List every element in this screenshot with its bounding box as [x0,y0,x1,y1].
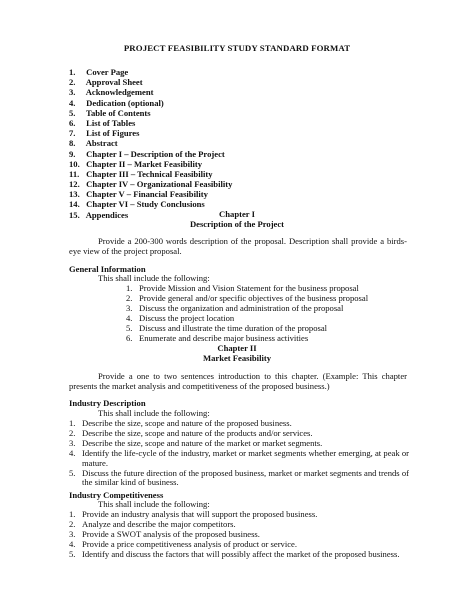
outline-item-label: Chapter III – Technical Feasibility [86,168,213,179]
chapter-2-subheading: Market Feasibility [202,353,272,363]
list-item-number: 2. [126,292,133,303]
list-item-number: 4. [69,447,76,458]
list-item-text: Describe the size, scope and nature of the products and/or services. [82,427,313,438]
outline-item [69,108,232,118]
outline-item-number: 6. [69,117,76,128]
list-item-number: 2. [69,518,76,529]
list-item-text: Identify and discuss the factors that will possibly affect the market of the proposed business. [82,548,400,559]
list-item-number: 1. [126,283,133,293]
chapter-2-heading: Chapter II [217,343,257,353]
list-item-number: 4. [69,538,76,549]
list-item-number: 5. [69,467,76,478]
list-item-number: 1. [69,509,76,519]
list-item [69,449,409,469]
list-item-text: Provide an industry analysis that will support the proposed business. [82,509,318,519]
list-item-text: Describe the size, scope and nature of the market or market segments. [82,437,323,448]
outline-item-label: Chapter I – Description of the Project [86,148,225,159]
outline-item-number: 8. [69,138,76,149]
list-item-text: Provide a price competitiveness analysis of product or service. [82,538,298,549]
list-item-number: 6. [126,332,133,343]
outline-item-label: Chapter II – Market Feasibility [86,158,203,169]
outline-item-label: Chapter VI – Study Conclusions [86,199,205,210]
list-item-number: 1. [69,418,76,428]
general-information-heading: General Information [69,264,146,274]
outline-item-label: Abstract [85,138,118,149]
industry-competitiveness-intro: This shall include the following: [98,499,210,509]
list-item-number: 3. [126,302,133,313]
list-item [69,550,409,560]
general-information-intro: This shall include the following: [98,273,210,283]
outline-item [69,67,232,77]
list-item [69,469,409,489]
outline-item-number: 12. [69,179,80,190]
general-information-list [126,284,368,343]
outline-item [69,199,232,209]
outline-item [69,77,232,87]
chapter-1-paragraph: Provide a 200-300 words description of the proposal. Description shall provide a birds-eye view of the project proposal. [69,236,407,256]
chapter-1-subheading: Description of the Project [189,219,285,229]
outline-item-label: Approval Sheet [85,77,143,88]
outline-item [69,128,232,138]
list-item-text: Analyze and describe the major competitors. [82,518,236,529]
outline-item [69,159,232,169]
outline-item-number: 9. [69,148,76,159]
outline-item-number: 5. [69,107,76,118]
outline-item [69,138,232,148]
outline-item [69,87,232,97]
list-item-text: Provide general and/or specific objectives of the business proposal [139,292,369,303]
list-item-text: Discuss the future direction of the proposed business, market or market segments and trends of the similar kind of business. [82,467,409,488]
list-item-number: 2. [69,427,76,438]
outline-item-label: Dedication (optional) [86,97,164,108]
outline-item-number: 2. [69,77,76,88]
chapter-1-heading: Chapter I [219,209,255,219]
document-title: PROJECT FEASIBILITY STUDY STANDARD FORMAT [123,43,351,53]
industry-description-list [69,419,409,488]
chapter-2-paragraph: Provide a one to two sentences introduction to this chapter. (Example: This chapter presents the market analysis and competitiveness of the proposed business.) [69,371,407,391]
outline-item-number: 1. [69,67,76,77]
industry-competitiveness-list [69,510,409,560]
industry-description-intro: This shall include the following: [98,408,210,418]
industry-description-heading: Industry Description [69,398,146,408]
list-item-number: 5. [126,322,133,333]
list-item-text: Describe the size, scope and nature of the proposed business. [82,418,292,428]
outline-item-label: Chapter V – Financial Feasibility [86,189,208,200]
outline-item-label: List of Figures [86,128,140,139]
outline-item-label: List of Tables [86,117,136,128]
list-item-number: 5. [69,548,76,559]
outline-item-number: 7. [69,128,76,139]
outline-item [69,189,232,199]
outline-item-number: 10. [69,158,80,169]
outline-item-number: 14. [69,199,80,210]
list-item-number: 3. [69,528,76,539]
outline-item-label: Acknowledgement [85,87,154,98]
outline-item-number: 15. [69,209,80,220]
outline-item-number: 4. [69,97,76,108]
outline-item-number: 11. [69,168,80,179]
outline-item-label: Chapter IV – Organizational Feasibility [86,179,233,190]
outline-item [69,118,232,128]
list-item-number: 3. [69,437,76,448]
list-item-text: Discuss and illustrate the time duration of the proposal [139,322,328,333]
outline-item-label: Cover Page [86,67,129,77]
industry-competitiveness-heading: Industry Competitiveness [69,490,164,500]
outline-item [69,179,232,189]
outline-item-number: 3. [69,87,76,98]
list-item-text: Identify the life-cycle of the industry, market or market segments whether emerging, at peak or mature. [82,447,409,468]
list-item-text: Enumerate and describe major business activities [139,332,309,343]
outline-item-label: Appendices [85,209,129,220]
list-item-text: Provide Mission and Vision Statement for the business proposal [139,283,359,293]
outline-item [69,149,232,159]
list-item-text: Discuss the project location [139,312,235,323]
outline-item-number: 13. [69,189,80,200]
list-item-text: Provide a SWOT analysis of the proposed business. [82,528,260,539]
format-outline-list [69,67,232,220]
outline-item-label: Table of Contents [86,107,151,118]
list-item-number: 4. [126,312,133,323]
list-item-text: Discuss the organization and administration of the proposal [139,302,344,313]
outline-item [69,169,232,179]
list-item [126,334,368,344]
outline-item [69,98,232,108]
